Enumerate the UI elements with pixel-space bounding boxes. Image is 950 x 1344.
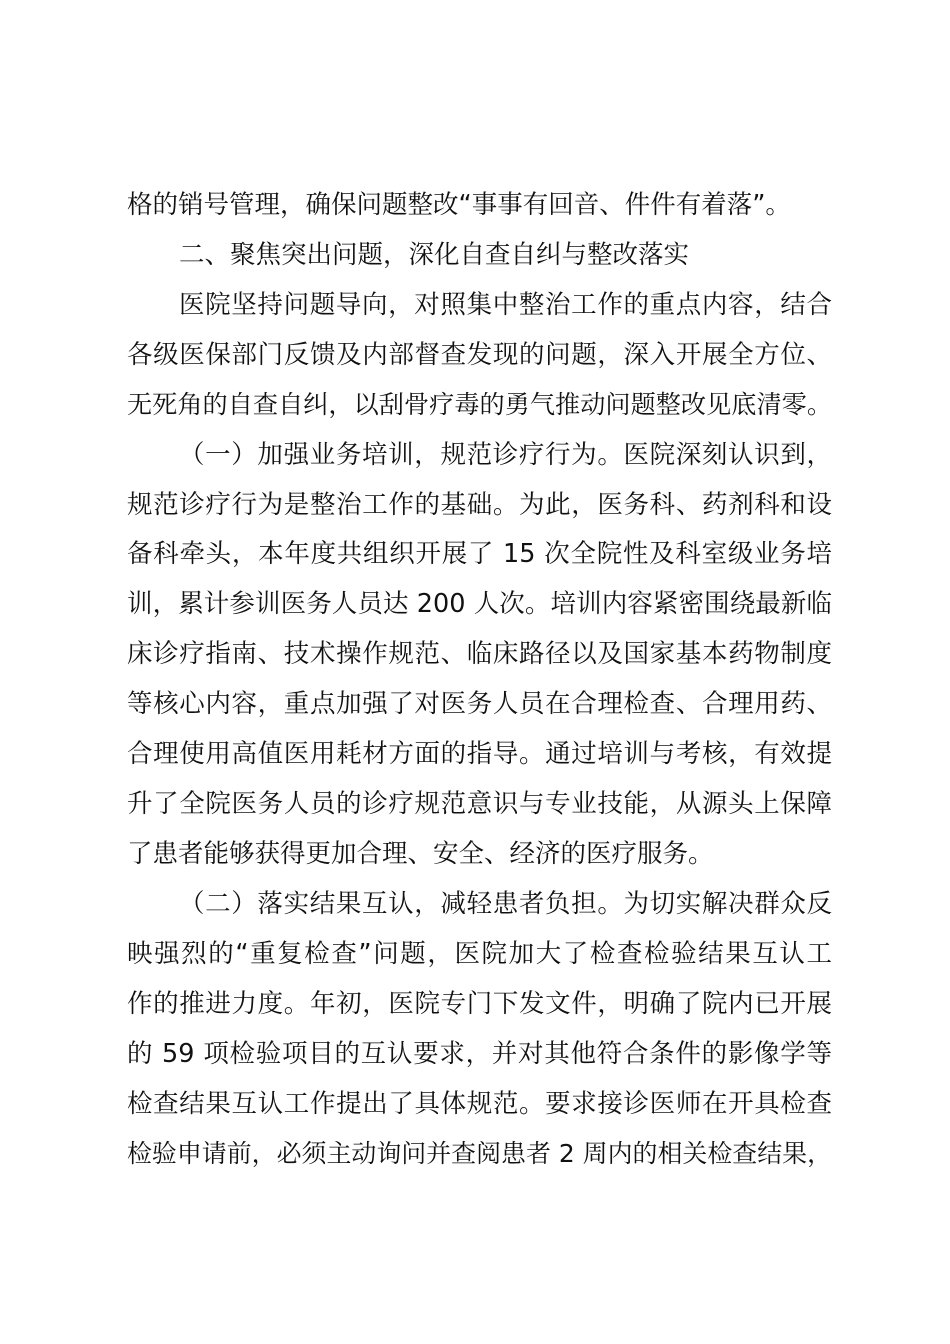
paragraph-line: 医院坚持问题导向，对照集中整治工作的重点内容，结合	[179, 290, 832, 320]
paragraph-line: 了患者能够获得更加合理、安全、经济的医疗服务。	[127, 839, 714, 869]
paragraph-line: 映强烈的“重复检查”问题，医院加大了检查检验结果互认工	[127, 939, 832, 969]
subsection-heading: （二）落实结果互认，减轻患者负担。为切实解决群众反	[179, 889, 832, 919]
paragraph-line: 的 59 项检验项目的互认要求，并对其他符合条件的影像学等	[127, 1039, 832, 1069]
paragraph-line: 合理使用高值医用耗材方面的指导。通过培训与考核，有效提	[127, 739, 832, 769]
paragraph-line: 各级医保部门反馈及内部督查发现的问题，深入开展全方位、	[127, 340, 832, 370]
paragraph-line: 无死角的自查自纠，以刮骨疗毒的勇气推动问题整改见底清零。	[127, 390, 832, 419]
paragraph-line: 等核心内容，重点加强了对医务人员在合理检查、合理用药、	[127, 689, 832, 719]
paragraph-line: 升了全院医务人员的诊疗规范意识与专业技能，从源头上保障	[127, 789, 832, 819]
subsection-heading: （一）加强业务培训，规范诊疗行为。医院深刻认识到，	[179, 440, 832, 470]
paragraph-line: 检查结果互认工作提出了具体规范。要求接诊医师在开具检查	[127, 1089, 832, 1119]
paragraph-line: 训，累计参训医务人员达 200 人次。培训内容紧密围绕最新临	[127, 589, 832, 619]
section-heading: 二、聚焦突出问题，深化自查自纠与整改落实	[179, 240, 690, 270]
paragraph-line: 床诊疗指南、技术操作规范、临床路径以及国家基本药物制度	[127, 639, 832, 669]
paragraph-line: 检验申请前，必须主动询问并查阅患者 2 周内的相关检查结果，	[127, 1139, 832, 1168]
paragraph-line: 格的销号管理，确保问题整改“事事有回音、件件有着落”。	[127, 190, 791, 220]
paragraph-line: 作的推进力度。年初，医院专门下发文件，明确了院内已开展	[127, 989, 832, 1019]
paragraph-line: 备科牵头，本年度共组织开展了 15 次全院性及科室级业务培	[127, 539, 832, 569]
paragraph-line: 规范诊疗行为是整治工作的基础。为此，医务科、药剂科和设	[127, 490, 832, 520]
